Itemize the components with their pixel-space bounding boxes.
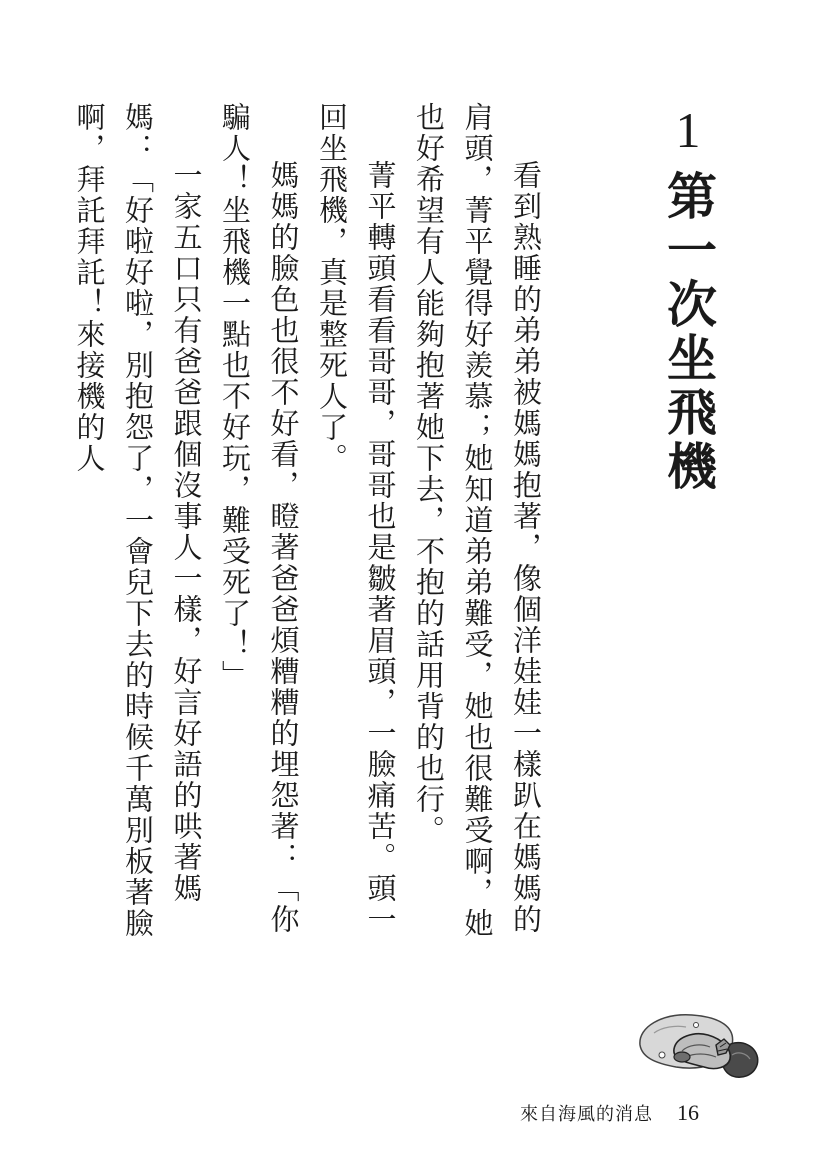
body-text <box>72 102 550 962</box>
chapter-title: 第一次坐飛機 <box>659 170 717 494</box>
page-number: 16 <box>677 1100 699 1125</box>
book-title: 來自海風的消息 <box>520 1104 653 1125</box>
paragraph-3: 媽媽的臉色也很不好看，瞪著爸爸煩糟糟的埋怨著：「你騙人！坐飛機一點也不好玩，難受死了！」 <box>218 102 301 935</box>
chapter-number: 1 <box>675 102 701 158</box>
paragraph-2: 菁平轉頭看看哥哥，哥哥也是皺著眉頭，一臉痛苦。頭一回坐飛機，真是整死人了。 <box>315 102 398 935</box>
paragraph-1: 看到熟睡的弟弟被媽媽抱著，像個洋娃娃一樣趴在媽媽的肩頭，菁平覺得好羨慕；她知道弟弟難受，她也很難受啊，她也好希望有人能夠抱著她下去，不抱的話用背的也行。 <box>412 102 543 939</box>
page-footer <box>520 1096 720 1130</box>
seashell-icon <box>632 1005 762 1085</box>
paragraph-4: 一家五口只有爸爸跟個沒事人一樣，好言好語的哄著媽媽：「好啦好啦，別抱怨了，一會兒下去的時候千萬別板著臉啊，拜託拜託！來接機的人 <box>72 102 204 939</box>
